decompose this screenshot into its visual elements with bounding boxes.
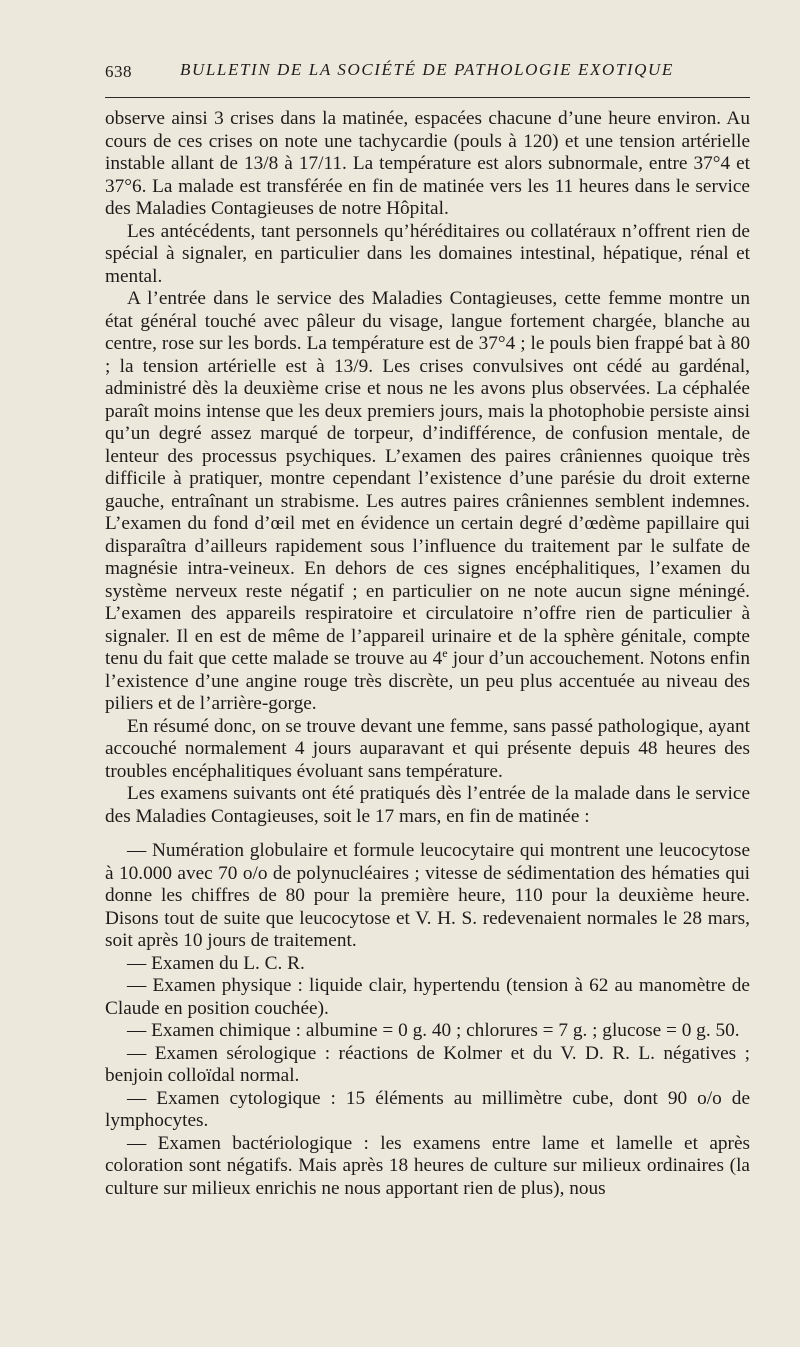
paragraph-antecedents: Les antécédents, tant personnels qu’héréditaires ou collatéraux n’offrent rien de spécial à signaler, en particulier dans les domaines intestinal, hépatique, rénal et mental. bbox=[105, 220, 750, 287]
page-number: 638 bbox=[105, 62, 132, 81]
paragraph-summary: En résumé donc, on se trouve devant une femme, sans passé pathologique, ayant accouché normalement 4 jours auparavant et qui présente depuis 48 heures des troubles encéphalitiques évoluant sans température. bbox=[105, 715, 750, 782]
list-item-serological-exam: — Examen sérologique : réactions de Kolmer et du V. D. R. L. négatives ; benjoin colloïdal normal. bbox=[105, 1042, 750, 1086]
paragraph-admission-exam bbox=[105, 288, 750, 716]
admission-exam-text-continued: jour d’un accouchement. Notons enfin l’existence d’une angine rouge très discrète, un peu plus accentuée au niveau des piliers et de l’arrière-gorge. bbox=[105, 648, 751, 714]
list-item-physical-exam: — Examen physique : liquide clair, hypertendu (tension à 62 au manomètre de Claude en position couchée). bbox=[105, 975, 750, 1019]
list-item-blood-count: — Numération globulaire et formule leucocytaire qui montrent une leucocytose à 10.000 avec 70 o/o de polynucléaires ; vitesse de sédimentation des hématies qui donne les chiffres de 80 pour la première heure, 110 pour la deuxième heure. Disons tout de suite que leucocytose et V. H. S. redevenaient normales le 28 mars, soit après 10 jours de traitement. bbox=[105, 840, 750, 951]
list-item-bacteriological-exam: — Examen bactériologique : les examens entre lame et lamelle et après coloration sont négatifs. Mais après 18 heures de culture sur milieux ordinaires (la culture sur milieux enrichis ne nous apportant rien de plus), nous bbox=[105, 1132, 750, 1199]
paragraph-continuation: observe ainsi 3 crises dans la matinée, espacées chacune d’une heure environ. Au cours de ces crises on note une tachycardie (pouls à 120) et une tension artérielle instable allant de 13/8 à 17/11. La température est alors subnormale, entre 37°4 et 37°6. La malade est transférée en fin de matinée vers les 11 heures dans le service des Maladies Contagieuses de notre Hôpital. bbox=[105, 108, 750, 219]
ordinal-superscript: e bbox=[442, 646, 448, 660]
list-item-chemical-exam: — Examen chimique : albumine = 0 g. 40 ; chlorures = 7 g. ; glucose = 0 g. 50. bbox=[127, 1020, 740, 1041]
header-rule bbox=[105, 97, 750, 98]
journal-title: BULLETIN DE LA SOCIÉTÉ DE PATHOLOGIE EXOTIQUE bbox=[180, 60, 674, 79]
body-text bbox=[105, 108, 750, 1200]
admission-exam-text: A l’entrée dans le service des Maladies Contagieuses, cette femme montre un état général touché avec pâleur du visage, langue fortement chargée, blanche au centre, rose sur les bords. La température est de 37°4 ; le pouls bien frappé bat à 80 ; la tension artérielle est à 13/9. Les crises convulsives ont cédé au gardénal, administré dès la deuxième crise et nous ne les avons plus observées. La céphalée paraît moins intense que les deux premiers jours, mais la photophobie persiste ainsi qu’un degré assez marqué de torpeur, d’indifférence, de confusion mentale, de lenteur des processus psychiques. L’examen des paires crâniennes quoique très difficile à pratiquer, montre cependant l’existence d’une parésie du droit externe gauche, entraînant un strabisme. Les autres paires crâniennes semblent indemnes. L’examen du fond d’œil met en évidence un certain degré d’œdème papillaire qui disparaîtra d’ailleurs rapidement sous l’influence du traitement par le sulfate de magnésie intra-veineux. En dehors de ces signes encéphalitiques, l’examen du système nerveux reste négatif ; en particulier on ne note aucun signe méningé. L’examen des appareils respiratoire et circulatoire n’offre rien de particulier à signaler. Il en est de même de l’appareil urinaire et de la sphère génitale, compte tenu du fait que cette malade se trouve au 4 bbox=[105, 288, 750, 669]
list-item-cytological-exam: — Examen cytologique : 15 éléments au millimètre cube, dont 90 o/o de lymphocytes. bbox=[105, 1087, 750, 1131]
list-item-csf-exam: — Examen du L. C. R. bbox=[127, 952, 305, 974]
running-header bbox=[105, 58, 755, 88]
paragraph-exams-intro: Les examens suivants ont été pratiqués dès l’entrée de la malade dans le service des Maladies Contagieuses, soit le 17 mars, en fin de matinée : bbox=[105, 783, 750, 827]
